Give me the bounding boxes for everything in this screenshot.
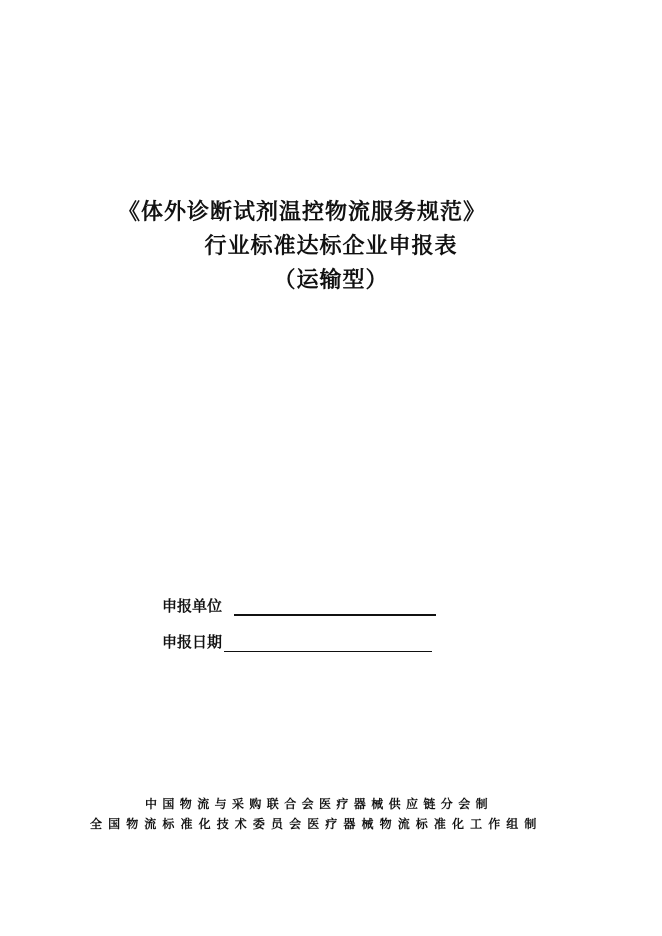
issuer-line-2: 全国物流标准化技术委员会医疗器械物流标准化工作组制: [90, 817, 543, 831]
document-title: [0, 196, 662, 298]
applicant-unit-label: 申报单位: [162, 597, 223, 615]
form-row-applicant-unit: [162, 594, 436, 616]
form-row-application-date: [162, 630, 436, 652]
title-form-name: 行业标准达标企业申报表: [204, 234, 458, 259]
application-date-field[interactable]: [224, 631, 432, 652]
issuer-block: [0, 794, 662, 834]
applicant-unit-field[interactable]: [234, 594, 436, 616]
application-date-label: 申报日期: [162, 633, 223, 651]
title-type: （运输型）: [273, 268, 389, 293]
title-standard-name: 《体外诊断试剂温控物流服务规范》: [118, 200, 487, 225]
applicant-info-form: [162, 594, 436, 666]
issuer-line-1: 中国物流与采购联合会医疗器械供应链分会制: [145, 797, 494, 811]
